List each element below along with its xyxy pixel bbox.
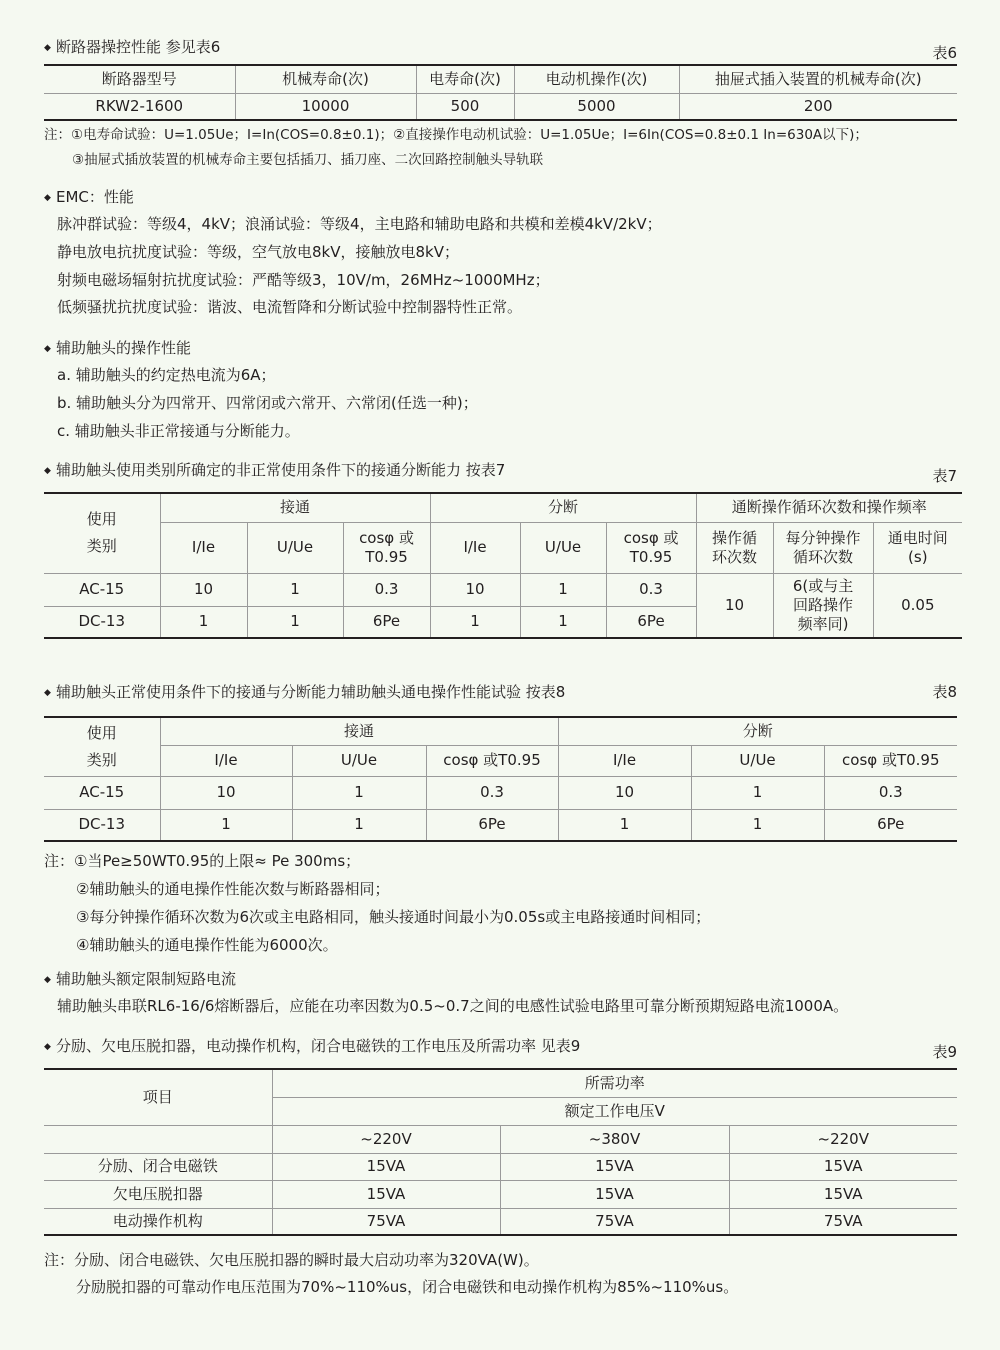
table-cell: 1 (691, 776, 824, 809)
table-row (44, 809, 957, 841)
table-cell: 10 (430, 573, 520, 606)
table-row (44, 1180, 957, 1208)
header-cell: 电动机操作(次) (514, 65, 679, 93)
table-row (44, 776, 957, 809)
header-cell: ~220V (272, 1125, 500, 1153)
table-cell: 0.05 (873, 573, 962, 638)
table-cell: 0.3 (606, 573, 696, 606)
header-cell: U/Ue (292, 745, 426, 776)
table-cell: 1 (160, 606, 247, 638)
header-cell: 电寿命(次) (416, 65, 514, 93)
section-8-heading (44, 683, 957, 701)
note-line: ③抽屉式插放装置的机械寿命主要包括插刀、插刀座、二次回路控制触头导轨联 (72, 152, 544, 168)
short-circuit-heading (44, 970, 957, 988)
table-cell: 1 (292, 809, 426, 841)
note-line: 注：①电寿命试验：U=1.05Ue；I=In(COS=0.8±0.1)；②直接操作电动机试验：U=1.05Ue；I=6In(COS=0.8±0.1 In=630A以下)； (44, 127, 868, 143)
header-cell: I/Ie (160, 522, 247, 573)
table-cell: AC-15 (44, 573, 160, 606)
table-cell: 1 (520, 606, 606, 638)
table-cell: DC-13 (44, 809, 160, 841)
emc-line: 脉冲群试验：等级4，4kV；浪涌试验：等级4，主电路和辅助电路和共模和差模4kV/2kV； (57, 215, 662, 233)
aux-line: b. 辅助触头分为四常开、四常闭或六常开、六常闭(任选一种)； (57, 394, 478, 412)
bullet-icon: ◆ (44, 466, 51, 476)
header-cell: 分断 (558, 717, 957, 745)
header-cell: U/Ue (247, 522, 343, 573)
table-header-row (44, 717, 957, 745)
table-cell: 500 (416, 93, 514, 120)
table-7 (44, 492, 957, 639)
table-cell: 15VA (272, 1153, 500, 1180)
section-title: EMC：性能 (56, 188, 134, 206)
header-cell: 分断 (430, 493, 696, 522)
header-cell: 项目 (44, 1069, 272, 1125)
section-title: 辅助触头正常使用条件下的接通与分断能力辅助触头通电操作性能试验 按表8 (56, 683, 566, 701)
table-cell: 1 (520, 573, 606, 606)
aux-line: c. 辅助触头非正常接通与分断能力。 (57, 422, 300, 440)
header-cell: ~380V (500, 1125, 729, 1153)
header-cell: cosφ 或T0.95 (426, 745, 558, 776)
table-header-row (44, 522, 962, 573)
table-cell: 1 (691, 809, 824, 841)
table-number: 表8 (932, 683, 957, 701)
table-cell: 1 (160, 809, 292, 841)
table-cell: 0.3 (824, 776, 957, 809)
table-cell: 75VA (729, 1208, 957, 1235)
table-cell: 15VA (729, 1180, 957, 1208)
table-cell: 10 (696, 573, 773, 638)
header-cell: ~220V (729, 1125, 957, 1153)
section-7-heading (44, 461, 957, 485)
table-cell: 1 (430, 606, 520, 638)
header-cell: cosφ 或 T0.95 (606, 522, 696, 573)
table-header-row (44, 493, 962, 522)
table-cell: 15VA (272, 1180, 500, 1208)
table-cell: 5000 (514, 93, 679, 120)
table-cell: DC-13 (44, 606, 160, 638)
header-cell: cosφ 或T0.95 (824, 745, 957, 776)
table-cell: 15VA (729, 1153, 957, 1180)
table-number: 表7 (932, 467, 957, 485)
header-cell: 通电时间 (s) (873, 522, 962, 573)
table-header-row (44, 65, 957, 93)
header-cell: I/Ie (430, 522, 520, 573)
table-cell: 75VA (272, 1208, 500, 1235)
table-6 (44, 64, 957, 121)
table-row (44, 1208, 957, 1235)
table-cell: 1 (247, 606, 343, 638)
header-cell: I/Ie (160, 745, 292, 776)
table-cell: 10 (160, 573, 247, 606)
section-title: 断路器操控性能 参见表6 (56, 38, 221, 56)
header-cell: 使用 类别 (44, 493, 160, 573)
table-9 (44, 1068, 957, 1236)
table-cell: 10000 (235, 93, 416, 120)
header-cell: 操作循 环次数 (696, 522, 773, 573)
table-cell: 欠电压脱扣器 (44, 1180, 272, 1208)
section-title: 辅助触头额定限制短路电流 (56, 970, 237, 988)
table-cell: 6Pe (343, 606, 430, 638)
section-title: 辅助触头使用类别所确定的非正常使用条件下的接通分断能力 按表7 (56, 461, 506, 479)
bullet-icon: ◆ (44, 344, 51, 354)
note-line: 注：分励、闭合电磁铁、欠电压脱扣器的瞬时最大启动功率为320VA(W)。 (44, 1251, 539, 1269)
table-cell: 10 (160, 776, 292, 809)
header-cell: 所需功率 (272, 1069, 957, 1097)
table-row (44, 93, 957, 120)
table-cell: 分励、闭合电磁铁 (44, 1153, 272, 1180)
header-cell: U/Ue (691, 745, 824, 776)
header-cell: 使用 类别 (44, 717, 160, 776)
table-cell: 1 (292, 776, 426, 809)
bullet-icon: ◆ (44, 1042, 51, 1052)
bullet-icon: ◆ (44, 688, 51, 698)
table-cell: AC-15 (44, 776, 160, 809)
table-cell: 6Pe (824, 809, 957, 841)
header-cell: cosφ 或 T0.95 (343, 522, 430, 573)
header-cell: 抽屉式插入装置的机械寿命(次) (679, 65, 957, 93)
table-row (44, 1153, 957, 1180)
table-number: 表6 (932, 44, 957, 62)
table-cell: 6Pe (606, 606, 696, 638)
header-cell: 每分钟操作 循环次数 (773, 522, 873, 573)
section-title: 辅助触头的操作性能 (56, 339, 192, 357)
table-cell: 6Pe (426, 809, 558, 841)
table-cell: 1 (558, 809, 691, 841)
table-cell: 15VA (500, 1180, 729, 1208)
bullet-icon: ◆ (44, 193, 51, 203)
table-cell: 10 (558, 776, 691, 809)
note-line: ④辅助触头的通电操作性能为6000次。 (76, 936, 338, 954)
emc-heading (44, 188, 957, 206)
aux-line: a. 辅助触头的约定热电流为6A； (57, 366, 276, 384)
bullet-icon: ◆ (44, 43, 51, 53)
header-cell: 通断操作循环次数和操作频率 (696, 493, 962, 522)
header-cell: 断路器型号 (44, 65, 235, 93)
aux-heading (44, 339, 957, 357)
note-line: ②辅助触头的通电操作性能次数与断路器相同； (76, 880, 390, 898)
table-row (44, 573, 962, 606)
header-cell: 机械寿命(次) (235, 65, 416, 93)
table-header-row (44, 1069, 957, 1097)
emc-line: 低频骚扰抗扰度试验：谐波、电流暂降和分断试验中控制器特性正常。 (57, 298, 523, 316)
table-cell: 15VA (500, 1153, 729, 1180)
table-cell: 电动操作机构 (44, 1208, 272, 1235)
note-line: ③每分钟操作循环次数为6次或主电路相同，触头接通时间最小为0.05s或主电路接通时间相同； (76, 908, 711, 926)
section-9-heading (44, 1037, 957, 1061)
header-cell: 接通 (160, 717, 558, 745)
header-cell: I/Ie (558, 745, 691, 776)
header-cell (44, 1125, 272, 1153)
table-cell: 200 (679, 93, 957, 120)
table-header-row (44, 745, 957, 776)
table-header-row (44, 1125, 957, 1153)
header-cell: 额定工作电压V (272, 1097, 957, 1125)
table-cell: 0.3 (343, 573, 430, 606)
table-cell: 75VA (500, 1208, 729, 1235)
table-number: 表9 (932, 1043, 957, 1061)
header-cell: U/Ue (520, 522, 606, 573)
section-title: 分励、欠电压脱扣器，电动操作机构，闭合电磁铁的工作电压及所需功率 见表9 (56, 1037, 581, 1055)
note-line: 分励脱扣器的可靠动作电压范围为70%~110%us，闭合电磁铁和电动操作机构为85%~110%us。 (76, 1278, 739, 1296)
emc-line: 射频电磁场辐射抗扰度试验：严酷等级3，10V/m，26MHz~1000MHz； (57, 271, 550, 289)
table-cell: 0.3 (426, 776, 558, 809)
table-cell: RKW2-1600 (44, 93, 235, 120)
bullet-icon: ◆ (44, 975, 51, 985)
note-line: 注：①当Pe≥50WT0.95的上限≈ Pe 300ms； (44, 852, 361, 870)
table-cell: 6(或与主 回路操作 频率同) (773, 573, 873, 638)
table-8 (44, 716, 957, 842)
table-cell: 1 (247, 573, 343, 606)
emc-line: 静电放电抗扰度试验：等级，空气放电8kV，接触放电8kV； (57, 243, 459, 261)
header-cell: 接通 (160, 493, 430, 522)
section-6-heading (44, 38, 957, 62)
short-circuit-line: 辅助触头串联RL6-16/6熔断器后，应能在功率因数为0.5~0.7之间的电感性试验电路里可靠分断预期短路电流1000A。 (57, 997, 849, 1015)
